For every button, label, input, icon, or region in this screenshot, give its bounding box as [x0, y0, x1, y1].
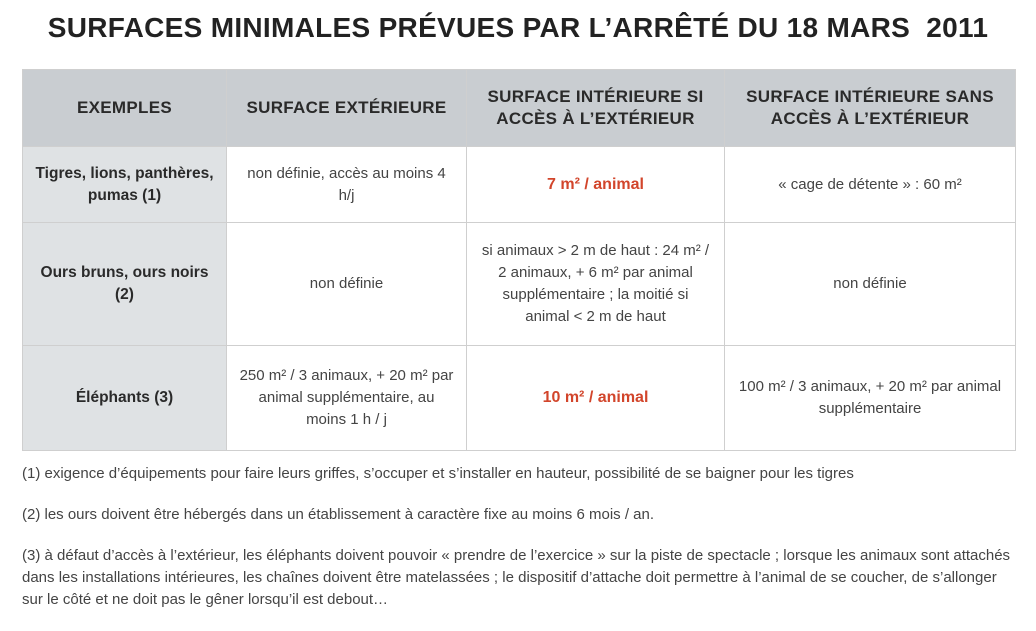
cell-interior-no-access: non définie — [725, 223, 1016, 346]
cell-interior-access: 10 m² / animal — [467, 346, 725, 451]
cell-interior-access: 7 m² / animal — [467, 147, 725, 223]
header-interior-without-access: SURFACE INTÉRIEURE SANS ACCÈS À L’EXTÉRIEUR — [725, 70, 1016, 147]
cell-interior-no-access: 100 m² / 3 animaux, + 20 m² par animal supplémentaire — [725, 346, 1016, 451]
table-row — [23, 346, 1016, 451]
cell-exterior: non définie — [227, 223, 467, 346]
surfaces-table — [22, 69, 1016, 451]
cell-interior-no-access: « cage de détente » : 60 m² — [725, 147, 1016, 223]
cell-exterior: non définie, accès au moins 4 h/j — [227, 147, 467, 223]
page-title: SURFACES MINIMALES PRÉVUES PAR L’ARRÊTÉ DU 18 MARS 2011 — [47, 12, 989, 43]
header-interior-with-access: SURFACE INTÉRIEURE SI ACCÈS À L’EXTÉRIEUR — [467, 70, 725, 147]
footnote-3: (3) à défaut d’accès à l’extérieur, les éléphants doivent pouvoir « prendre de l’exercice » sur la piste de spectacle ; lorsque les animaux sont attachés dans les installations intérieures, les chaînes doivent être matelassées ; le dispositif d’attache doit permettre à l’animal de se coucher, de s’allonger sur le côté et ne doit pas le gêner lorsqu’il est debout… — [22, 547, 1011, 608]
table-header-row — [23, 70, 1016, 147]
cell-example: Éléphants (3) — [23, 346, 227, 451]
footnotes — [22, 463, 1012, 630]
cell-interior-access: si animaux > 2 m de haut : 24 m² / 2 animaux, + 6 m² par animal supplémentaire ; la moitié si animal < 2 m de haut — [467, 223, 725, 346]
header-examples: EXEMPLES — [23, 70, 227, 147]
table-row — [23, 223, 1016, 346]
cell-example: Ours bruns, ours noirs (2) — [23, 223, 227, 346]
footnote-2: (2) les ours doivent être hébergés dans un établissement à caractère fixe au moins 6 mois / an. — [22, 506, 654, 523]
cell-exterior: 250 m² / 3 animaux, + 20 m² par animal supplémentaire, au moins 1 h / j — [227, 346, 467, 451]
header-exterior-surface: SURFACE EXTÉRIEURE — [227, 70, 467, 147]
footnote-1: (1) exigence d’équipements pour faire leurs griffes, s’occuper et s’installer en hauteur, possibilité de se baigner pour les tigres — [22, 465, 854, 482]
cell-example: Tigres, lions, panthères, pumas (1) — [23, 147, 227, 223]
table-row — [23, 147, 1016, 223]
